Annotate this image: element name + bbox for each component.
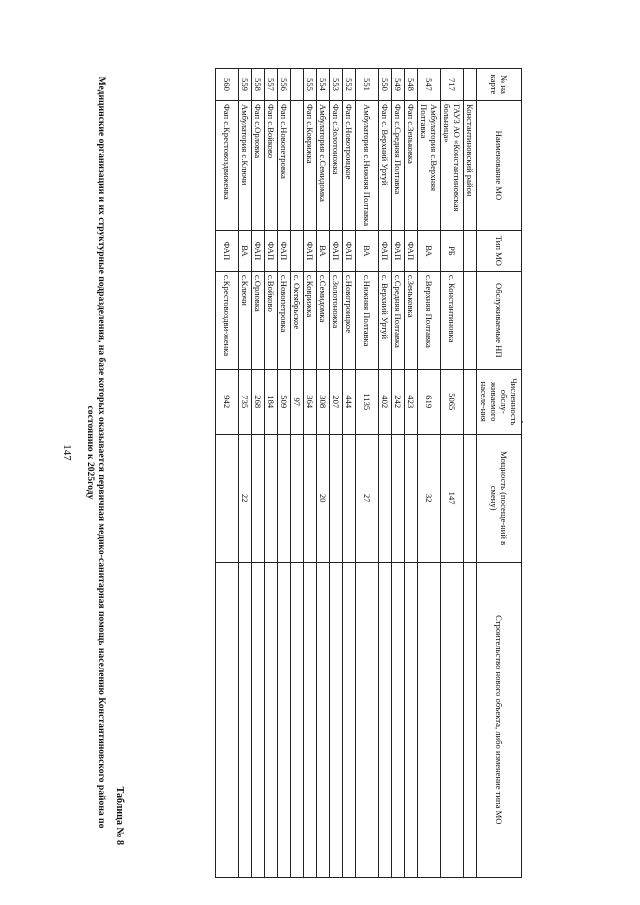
cell-build	[317, 562, 330, 877]
cell-np: с.Золотоножка	[330, 271, 343, 369]
cell-num: 559	[239, 69, 252, 101]
header-population: Численность обслу-живаемого населе-ния	[477, 369, 522, 434]
cell-power: 27	[356, 434, 379, 562]
cell-num: 556	[278, 69, 291, 101]
cell-power	[291, 434, 304, 562]
cell-power	[252, 434, 265, 562]
cell-build	[278, 562, 291, 877]
cell-population: 942	[216, 369, 239, 434]
table-row	[405, 69, 418, 878]
cell-np: с.Орловка	[252, 271, 265, 369]
cell-build	[330, 562, 343, 877]
cell-population: 97	[291, 369, 304, 434]
cell-population: 268	[252, 369, 265, 434]
cell-type: ФАП	[278, 230, 291, 271]
table-row	[317, 69, 330, 878]
cell-type: ВА	[239, 230, 252, 271]
cell-power	[330, 434, 343, 562]
cell-num: 717	[441, 69, 464, 101]
cell-power: 147	[441, 434, 464, 562]
table-row	[252, 69, 265, 878]
cell-population: 207	[330, 369, 343, 434]
cell-population: 619	[418, 369, 441, 434]
cell-power: 22	[239, 434, 252, 562]
cell-population: 364	[304, 369, 317, 434]
cell-np: с.Верхняя Полтавка	[418, 271, 441, 369]
district-type-cell	[464, 230, 477, 271]
cell-build	[291, 562, 304, 877]
cell-power	[265, 434, 278, 562]
district-build-cell	[464, 562, 477, 877]
cell-name: ГАУЗ АО «Константиновская больница»	[441, 100, 464, 230]
cell-power	[278, 434, 291, 562]
table-row	[392, 69, 405, 878]
cell-np: с.Зеньковка	[405, 271, 418, 369]
header-type: Тип МО	[477, 230, 522, 271]
table-row	[265, 69, 278, 878]
cell-np: с.Крестовоздви-женка	[216, 271, 239, 369]
cell-build	[418, 562, 441, 877]
cell-num: 554	[317, 69, 330, 101]
cell-type	[291, 230, 304, 271]
cell-np: с.Средняя Полтавка	[392, 271, 405, 369]
document-title: Медицинские организации и их структурные подразделения, на базе которых оказывается первичная медико-санитарная помощь населению Константиновского района по состоянию к 2025году	[85, 76, 107, 829]
cell-type: ВА	[356, 230, 379, 271]
cell-num: 549	[392, 69, 405, 101]
header-name: Наименование МО	[477, 100, 522, 230]
cell-population: 444	[343, 369, 356, 434]
table-row	[216, 69, 239, 878]
cell-build	[392, 562, 405, 877]
cell-population: 184	[265, 369, 278, 434]
table-row	[239, 69, 252, 878]
cell-name: Амбулатория с.Нижняя Полтавка	[356, 100, 379, 230]
cell-np: с. Верхний Уртуй	[379, 271, 392, 369]
cell-np: с.Семидомка	[317, 271, 330, 369]
cell-num: 551	[356, 69, 379, 101]
table-row	[278, 69, 291, 878]
table-row	[291, 69, 304, 878]
cell-type: ФАП	[216, 230, 239, 271]
cell-name: Фап с.Средняя Полтавка	[392, 100, 405, 230]
cell-name: Фап с.Новотроицкое	[343, 100, 356, 230]
district-pop-cell	[464, 369, 477, 434]
cell-name: Фап с.Золотоножка	[330, 100, 343, 230]
cell-power	[379, 434, 392, 562]
cell-name: Фап с.Зеньковка	[405, 100, 418, 230]
cell-type: ФАП	[304, 230, 317, 271]
cell-np: с.Коврижка	[304, 271, 317, 369]
cell-name: Фап с.Орловка	[252, 100, 265, 230]
cell-build	[252, 562, 265, 877]
cell-num: 552	[343, 69, 356, 101]
cell-build	[239, 562, 252, 877]
cell-type: ФАП	[405, 230, 418, 271]
district-num-cell	[464, 69, 477, 101]
cell-power	[405, 434, 418, 562]
cell-type: ФАП	[379, 230, 392, 271]
header-num: № на карте	[477, 69, 522, 101]
cell-num: 548	[405, 69, 418, 101]
cell-num: 558	[252, 69, 265, 101]
cell-power	[343, 434, 356, 562]
cell-name: Фап с.Новопетровка	[278, 100, 291, 230]
district-row	[464, 69, 477, 878]
district-np-cell	[464, 271, 477, 369]
cell-power	[304, 434, 317, 562]
cell-type: ВА	[418, 230, 441, 271]
cell-name: Фап с.Коврижка	[304, 100, 317, 230]
cell-population: 509	[278, 369, 291, 434]
cell-population: 423	[405, 369, 418, 434]
cell-build	[441, 562, 464, 877]
cell-population: 735	[239, 369, 252, 434]
table-row	[356, 69, 379, 878]
cell-build	[405, 562, 418, 877]
cell-name	[291, 100, 304, 230]
cell-build	[356, 562, 379, 877]
district-name: Константиновский район	[464, 100, 477, 230]
cell-type: ВА	[317, 230, 330, 271]
cell-type: ФАП	[330, 230, 343, 271]
cell-name: Амбулатория с.Верхняя Полтавка	[418, 100, 441, 230]
table-row	[304, 69, 317, 878]
page-number: 147	[61, 444, 73, 461]
cell-num: 560	[216, 69, 239, 101]
header-build: Строительство нового объекта, либо изменение типа МО	[477, 562, 522, 877]
header-power: Мощность (посеще-ний в смену)	[477, 434, 522, 562]
cell-num: 557	[265, 69, 278, 101]
table-row	[343, 69, 356, 878]
cell-power: 20	[317, 434, 330, 562]
cell-np: с. Константиновка	[441, 271, 464, 369]
cell-np: с.Новотроицкое	[343, 271, 356, 369]
table-row	[418, 69, 441, 878]
cell-num: 555	[304, 69, 317, 101]
cell-num: 547	[418, 69, 441, 101]
cell-type: РБ	[441, 230, 464, 271]
cell-num	[291, 69, 304, 101]
cell-power: 32	[418, 434, 441, 562]
cell-type: ФАП	[252, 230, 265, 271]
cell-build	[265, 562, 278, 877]
cell-population: 242	[392, 369, 405, 434]
cell-type: ФАП	[392, 230, 405, 271]
district-power-cell	[464, 434, 477, 562]
table-label: Таблица № 8	[114, 786, 125, 845]
header-np: Обслуживаемые НП	[477, 271, 522, 369]
cell-power	[216, 434, 239, 562]
table-header-row	[477, 69, 522, 878]
cell-population: 402	[379, 369, 392, 434]
cell-np: с.Войково	[265, 271, 278, 369]
cell-build	[216, 562, 239, 877]
cell-type: ФАП	[343, 230, 356, 271]
table-row	[379, 69, 392, 878]
cell-np: с.Ключи	[239, 271, 252, 369]
cell-population: 5065	[441, 369, 464, 434]
table-row	[441, 69, 464, 878]
cell-np: с.Новопетровка	[278, 271, 291, 369]
table-row	[330, 69, 343, 878]
cell-build	[379, 562, 392, 877]
cell-type: ФАП	[265, 230, 278, 271]
cell-num: 550	[379, 69, 392, 101]
medical-organizations-table	[215, 68, 522, 878]
cell-num: 553	[330, 69, 343, 101]
cell-np: с. Октябрьское	[291, 271, 304, 369]
cell-np: с.Нижняя Полтавка	[356, 271, 379, 369]
cell-name: Фап с.Крестовоздвиженка	[216, 100, 239, 230]
cell-name: Амбулатория с.Семидомка	[317, 100, 330, 230]
cell-build	[304, 562, 317, 877]
cell-population: 1135	[356, 369, 379, 434]
cell-population: 308	[317, 369, 330, 434]
cell-power	[392, 434, 405, 562]
cell-build	[343, 562, 356, 877]
cell-name: Фап с.Войково	[265, 100, 278, 230]
cell-name: Амбулатория с.Ключи	[239, 100, 252, 230]
cell-name: Фап с. Верхний Уртуй	[379, 100, 392, 230]
